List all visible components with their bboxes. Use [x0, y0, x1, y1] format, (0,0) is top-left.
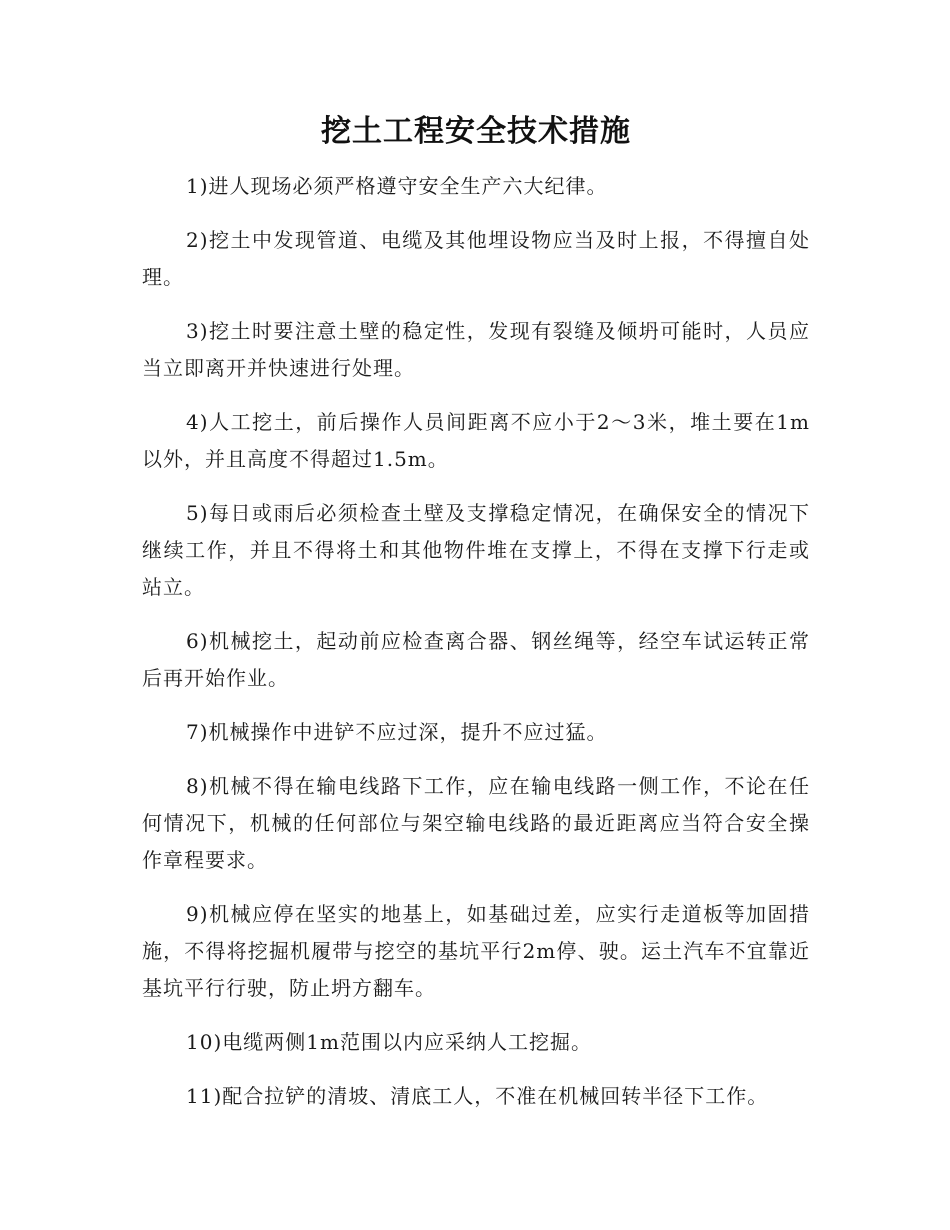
paragraph-11: 11)配合拉铲的清坡、清底工人，不准在机械回转半径下工作。	[186, 1084, 769, 1108]
paragraph-2: 2)挖土中发现管道、电缆及其他埋设物应当及时上报，不得擅自处理。	[142, 228, 810, 289]
paragraph-10: 10)电缆两侧1m范围以内应采纳人工挖掘。	[186, 1030, 592, 1054]
paragraph-5: 5)每日或雨后必须检查土壁及支撑稳定情况，在确保安全的情况下继续工作，并且不得将土和其他物件堆在支撑上，不得在支撑下行走或站立。	[142, 501, 810, 599]
paragraph-3: 3)挖土时要注意土壁的稳定性，发现有裂缝及倾坍可能时，人员应当立即离开并快速进行处理。	[142, 319, 810, 380]
paragraph-4: 4)人工挖土，前后操作人员间距离不应小于2～3米，堆土要在1m以外，并且高度不得超过1.5m。	[142, 410, 810, 471]
paragraph-1: 1)进人现场必须严格遵守安全生产六大纪律。	[186, 174, 608, 198]
document-title: 挖土工程安全技术措施	[321, 114, 631, 149]
document-page	[142, 110, 810, 1132]
paragraph-7: 7)机械操作中进铲不应过深，提升不应过猛。	[186, 720, 608, 744]
paragraph-6: 6)机械挖土，起动前应检查离合器、钢丝绳等，经空车试运转正常后再开始作业。	[142, 629, 810, 690]
paragraph-8: 8)机械不得在输电线路下工作，应在输电线路一侧工作，不论在任何情况下，机械的任何部位与架空输电线路的最近距离应当符合安全操作章程要求。	[142, 774, 810, 872]
paragraph-9: 9)机械应停在坚实的地基上，如基础过差，应实行走道板等加固措施，不得将挖掘机履带与挖空的基坑平行2m停、驶。运土汽车不宜靠近基坑平行行驶，防止坍方翻车。	[142, 902, 810, 1000]
